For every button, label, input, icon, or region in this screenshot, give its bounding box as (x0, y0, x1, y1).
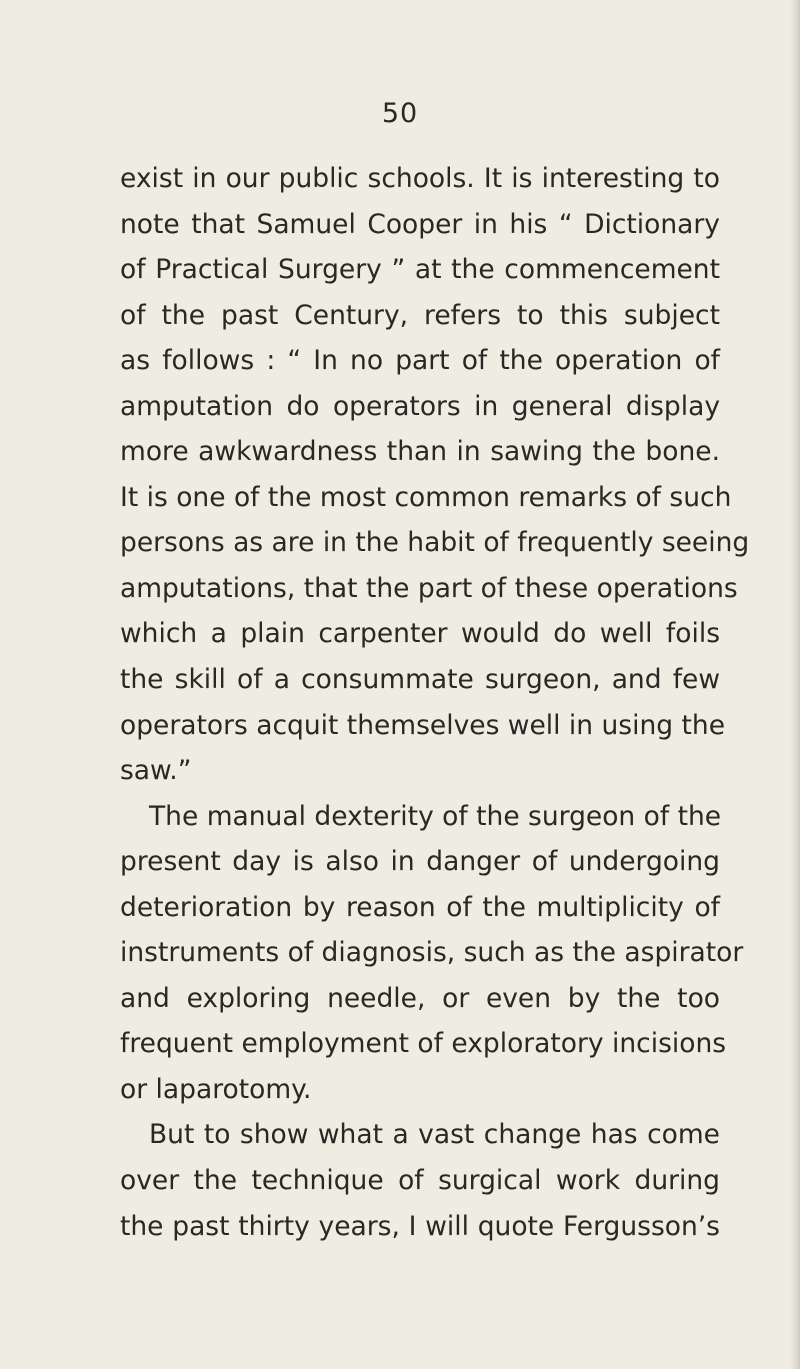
text-line: which a plain carpenter would do well foils (120, 618, 720, 650)
page-number: 50 (381, 98, 419, 129)
text-line: the past thirty years, I will quote Fergusson’s (120, 1210, 720, 1242)
text-line: more awkwardness than in sawing the bone. (120, 436, 720, 468)
text-line: over the technique of surgical work during (120, 1165, 720, 1197)
text-line: of the past Century, refers to this subject (120, 299, 720, 331)
text-line: note that Samuel Cooper in his “ Dictionary (120, 208, 720, 240)
text-line: of Practical Surgery ” at the commencement (120, 254, 720, 286)
text-line: saw.” (120, 755, 192, 787)
text-line: or laparotomy. (120, 1073, 312, 1105)
text-line: as follows : “ In no part of the operation of (120, 345, 720, 377)
text-line: amputation do operators in general display (120, 390, 720, 422)
text-line: frequent employment of exploratory incisions (120, 1028, 727, 1060)
text-line: deterioration by reason of the multiplicity of (120, 891, 720, 923)
text-line: present day is also in danger of undergoing (120, 846, 720, 878)
body-text (120, 156, 750, 1249)
text-line: instruments of diagnosis, such as the aspirator (120, 937, 744, 969)
text-line: amputations, that the part of these operations (120, 572, 738, 604)
text-line: The manual dexterity of the surgeon of the (149, 800, 722, 832)
text-line: exist in our public schools. It is interesting to (120, 163, 720, 194)
text-line: persons as are in the habit of frequently seeing (120, 527, 750, 559)
text-line: operators acquit themselves well in using the (120, 709, 725, 741)
page-edge-shadow (790, 0, 800, 1369)
text-line: the skill of a consummate surgeon, and few (120, 664, 720, 696)
text-line: But to show what a vast change has come (149, 1119, 720, 1151)
text-line: It is one of the most common remarks of such (120, 481, 732, 513)
text-line: and exploring needle, or even by the too (120, 982, 720, 1014)
